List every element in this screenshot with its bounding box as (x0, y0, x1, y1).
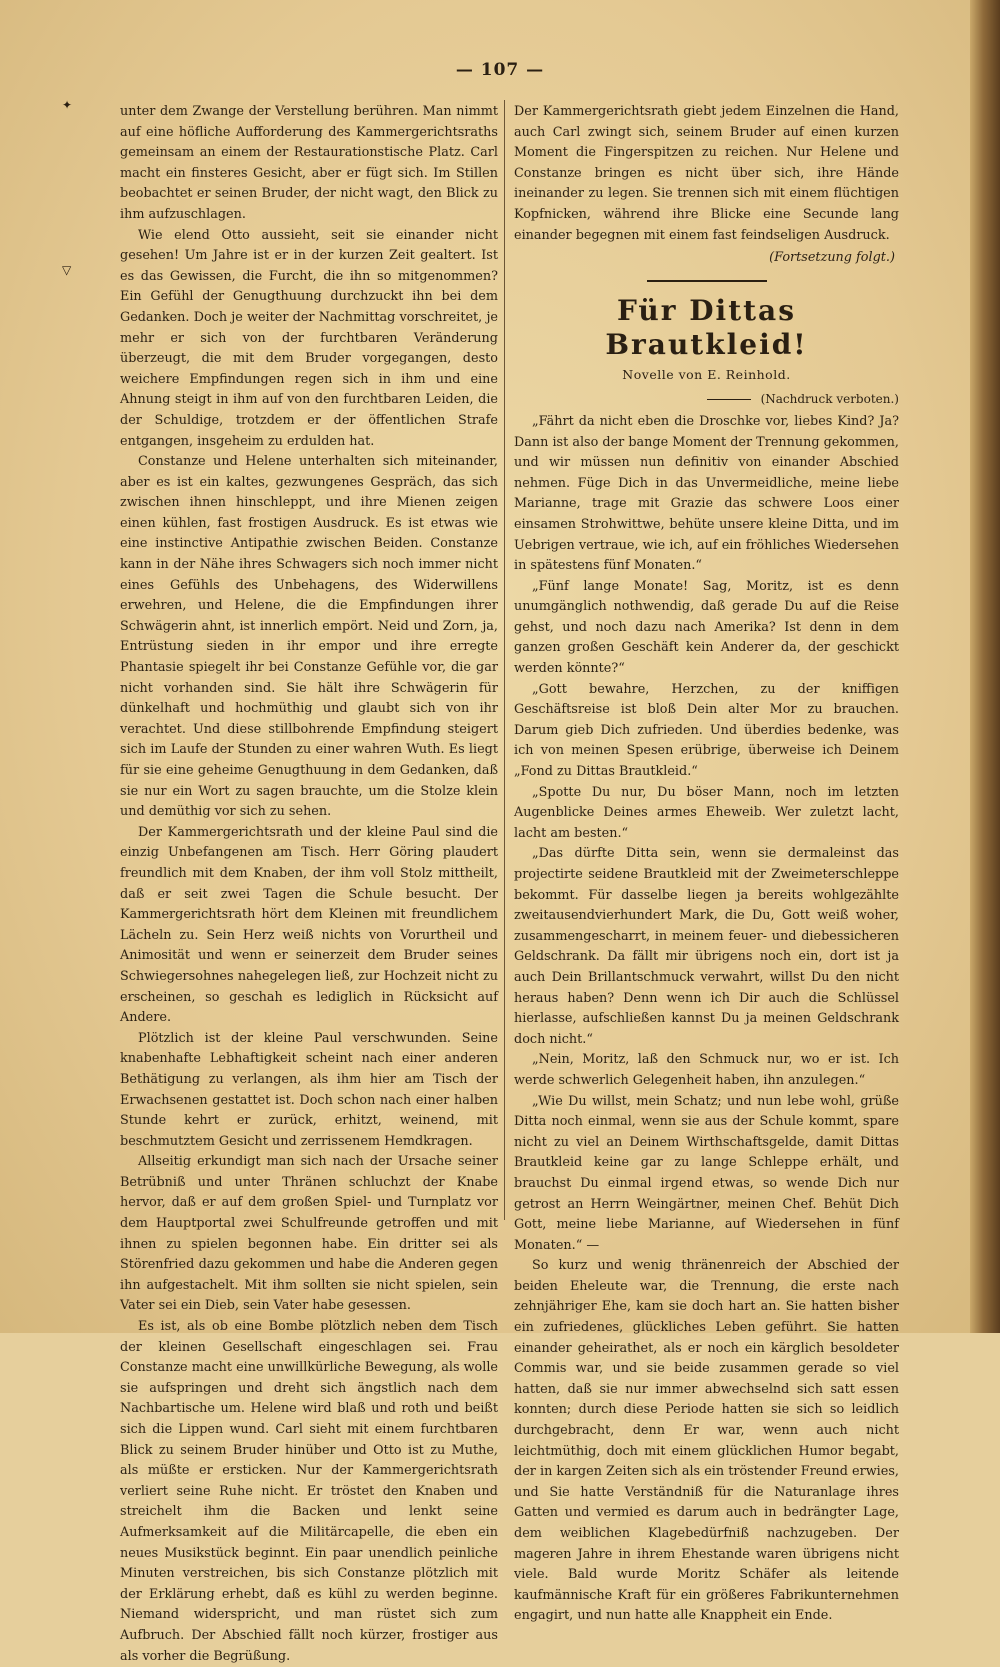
story-paragraph: „Spotte Du nur, Du böser Mann, noch im letzten Augenblicke Deines armes Eheweib. Wer zuletzt lacht, lacht am besten.“ (514, 784, 899, 841)
continued-note: (Fortsetzung folgt.) (769, 250, 895, 266)
left-paragraph: unter dem Zwange der Verstellung berühren. Man nimmt auf eine höfliche Aufforderung des Kammergerichtsraths gemeinsam an einem der Restaurationstische Platz. Carl macht ein finsteres Gesicht, aber er fügt sich. Im Stillen beobachtet er seinen Bruder, der nicht wagt, den Blick zu ihm aufzuschlagen. (120, 104, 498, 222)
left-paragraph: Wie elend Otto aussieht, seit sie einander nicht gesehen! Um Jahre ist er in der kurzen Zeit gealtert. Ist es das Gewissen, die Furcht, die ihn so mitgenommen? Ein Gefühl der Genugthuung durchzuckt ihn bei dem Gedanken. Doch je weiter der Nachmittag vorschreitet, je mehr er sich von der furchtbaren Veränderung überzeugt, die mit dem Bruder vorgegangen, desto weichere Empfindungen regen sich in ihm und eine Ahnung steigt in ihm auf von den furchtbaren Leiden, die der Schuldige, trotzdem er der öffentlichen Strafe entgangen, insgeheim zu erdulden hat. (120, 227, 498, 449)
story-title: Für Dittas Brautkleid! (605, 293, 808, 361)
title-rule (647, 280, 767, 282)
right-column (514, 102, 899, 1627)
reprint-notice: (Nachdruck verboten.) (760, 392, 899, 407)
story-paragraph: „Wie Du willst, mein Schatz; und nun lebe wohl, grüße Ditta noch einmal, wenn sie aus der Schule kommt, spare nicht zu viel an Deinem Wirthschaftsgelde, damit Dittas Brautkleid keine gar zu lange Schleppe erhält, und brauchst Du einmal irgend etwas, so wende Dich nur getrost an Herrn Weingärtner, meinen Chef. Behüt Dich Gott, meine liebe Marianne, auf Wiedersehen in fünf Monaten.“ — (514, 1093, 899, 1253)
book-spine (970, 0, 1000, 1333)
story-paragraph: „Nein, Moritz, laß den Schmuck nur, wo er ist. Ich werde schwerlich Gelegenheit haben, ihn anzulegen.“ (514, 1052, 899, 1088)
story-paragraph: „Gott bewahre, Herzchen, zu der kniffigen Geschäftsreise ist bloß Dein alter Mor zu brauchen. Darum gieb Dich zufrieden. Und überdies bedenke, was ich von meinen Spesen erübrige, überweise ich Deinem „Fond zu Dittas Brautkleid.“ (514, 681, 899, 780)
left-paragraph: Es ist, als ob eine Bombe plötzlich neben dem Tisch der kleinen Gesellschaft eingeschlagen sei. Frau Constanze macht eine unwillkürliche Bewegung, als wolle sie aufspringen und dreht sich ängstlich nach dem Nachbartische um. Helene wird blaß und roth und beißt sich die Lippen wund. Carl sieht mit einem furchtbaren Blick zu seinem Bruder hinüber und Otto ist zu Muthe, als müßte er ersticken. Nur der Kammergerichtsrath verliert seine Ruhe nicht. Er tröstet den Knaben und streichelt ihm die Backen und lenkt seine Aufmerksamkeit auf die Militärcapelle, die eben ein neues Musikstück beginnt. Ein paar unendlich peinliche Minuten verstreichen, bis sich Constanze plötzlich mit der Erklärung erhebt, daß es kühl zu werden beginne. Niemand widerspricht, und man rüstet sich zum Aufbruch. Der Abschied fällt noch kürzer, frostiger aus als vorher die Begrüßung. (120, 1319, 498, 1664)
story-paragraph: So kurz und wenig thränenreich der Abschied der beiden Eheleute war, die Trennung, die erste nach zehnjähriger Ehe, kam sie doch hart an. Sie hatten bisher ein zufriedenes, glückliches Leben geführt. Sie hatten einander geheirathet, als er noch ein kärglich besoldeter Commis war, und sie beide zusammen gerade so viel hatten, daß sie nur immer abwechselnd sich satt essen konnten; durch diese Periode hatten sie sich so leidlich durchgebracht, denn Er war, wenn auch nicht leichtmüthig, doch mit einem glücklichen Humor begabt, der in kargen Zeiten sich als ein tröstender Freund erwies, und Sie hatte Verständniß für die Naturanlage ihres Gatten und vermied es darum auch in bedrängter Lage, dem weiblichen Klagebedürfniß nachzugeben. Der mageren Jahre in ihrem Ehestande waren übrigens nicht viele. Bald wurde Moritz Schäfer als leitende kaufmännische Kraft für ein größeres Fabrikunternehmen engagirt, und nun hatte alle Knappheit ein Ende. (514, 1258, 899, 1624)
column-divider (504, 100, 505, 1220)
left-paragraph: Constanze und Helene unterhalten sich miteinander, aber es ist ein kaltes, gezwungenes Gespräch, das sich zwischen ihnen hinschleppt, und ihre Mienen zeigen einen kühlen, fast frostigen Ausdruck. Es ist etwas wie eine instinctive Antipathie zwischen Beiden. Constanze kann in der Nähe ihres Schwagers sich noch immer nicht eines Gefühls des Unbehagens, des Widerwillens erwehren, und Helene, die die Empfindungen ihrer Schwägerin ahnt, ist innerlich empört. Neid und Zorn, ja, Entrüstung sieden in ihr empor und ihre erregte Phantasie spiegelt ihr bei Constanze Gefühle vor, die gar nicht vorhanden sind. Sie hält ihre Schwägerin für dünkelhaft und hochmüthig und glaubt sich von ihr verachtet. Und diese stillbohrende Empfindung steigert sich im Laufe der Stunden zu einer wahren Wuth. Es liegt für sie eine geheime Genugthuung in dem Gedanken, daß sie nur ein Wort zu sagen brauchte, um die Stolze klein und demüthig vor sich zu sehen. (120, 454, 498, 820)
margin-cross-mark: ✦ (62, 98, 73, 112)
left-paragraph: Der Kammergerichtsrath und der kleine Paul sind die einzig Unbefangenen am Tisch. Herr Göring plaudert freundlich mit dem Knaben, der ihm voll Stolz mittheilt, daß er seit zwei Tagen die Schule besucht. Der Kammergerichtsrath hört dem Kleinen mit freundlichem Lächeln zu. Sein Herz weiß nichts von Vorurtheil und Animosität und wenn er seinerzeit dem Bruder seines Schwiegersohnes nahegelegen ließ, zur Hochzeit nicht zu erscheinen, so geschah es lediglich in Rücksicht auf Andere. (120, 824, 498, 1026)
left-paragraph: Plötzlich ist der kleine Paul verschwunden. Seine knabenhafte Lebhaftigkeit scheint nach einer anderen Bethätigung zu verlangen, als ihm hier am Tisch der Erwachsenen gestattet ist. Doch schon nach einer halben Stunde kehrt er zurück, erhitzt, weinend, mit beschmutztem Gesicht und zerrissenem Hemdkragen. (120, 1030, 498, 1149)
notice-dash (707, 399, 751, 400)
story-paragraph: „Fünf lange Monate! Sag, Moritz, ist es denn unumgänglich nothwendig, daß gerade Du auf die Reise gehst, und noch dazu nach Amerika? Ist denn in dem ganzen großen Geschäft kein Anderer da, der geschickt werden könnte?“ (514, 578, 899, 677)
left-column (120, 102, 498, 1667)
story-paragraph: „Das dürfte Ditta sein, wenn sie dermaleinst das projectirte seidene Brautkleid mit der Zweimeterschleppe bekommt. Für dasselbe liegen ja bereits wohlgezählte zweitausendvierhundert Mark, die Du, Gott weiß woher, zusammengescharrt, in meinem feuer- und diebessicheren Geldschrank. Da fällt mir übrigens noch ein, dort ist ja auch Dein Brillantschmuck verwahrt, willst Du den nicht heraus haben? Denn wenn ich Dir auch die Schlüssel hierlasse, aufschließen kannst Du ja meinen Geldschrank doch nicht.“ (514, 846, 899, 1047)
reprint-notice-row (514, 389, 899, 410)
page-number: — 107 — (455, 60, 545, 80)
margin-arrow-mark: ▽ (62, 263, 72, 277)
story-paragraph: „Fährt da nicht eben die Droschke vor, liebes Kind? Ja? Dann ist also der bange Moment der Trennung gekommen, und wir müssen nun definitiv von einander Abschied nehmen. Füge Dich in das Unvermeidliche, meine liebe Marianne, trage mit Grazie das schwere Loos einer einsamen Strohwittwe, behüte unsere kleine Ditta, und im Uebrigen vertraue, wie ich, auf ein fröhliches Wiedersehen in spätestens fünf Monaten.“ (514, 413, 899, 574)
byline: Novelle von E. Reinhold. (622, 366, 791, 382)
continuation-paragraph: Der Kammergerichtsrath giebt jedem Einzelnen die Hand, auch Carl zwingt sich, seinem Bruder auf einen kurzen Moment die Fingerspitzen zu reichen. Nur Helene und Constanze bringen es nicht über sich, ihre Hände ineinander zu legen. Sie trennen sich mit einem flüchtigen Kopfnicken, während ihre Blicke eine Secunde lang einander begegnen mit einem fast feindseligen Ausdruck. (514, 104, 899, 243)
left-paragraph: Allseitig erkundigt man sich nach der Ursache seiner Betrübniß und unter Thränen schluchzt der Knabe hervor, daß er auf dem großen Spiel- und Turnplatz vor dem Hauptportal zwei Schulfreunde getroffen und mit ihnen zu spielen begonnen habe. Ein dritter sei als Störenfried dazu gekommen und habe die Anderen gegen ihn aufgestachelt. Mit ihm sollten sie nicht spielen, sein Vater sei ein Dieb, sein Vater habe gesessen. (120, 1154, 498, 1314)
